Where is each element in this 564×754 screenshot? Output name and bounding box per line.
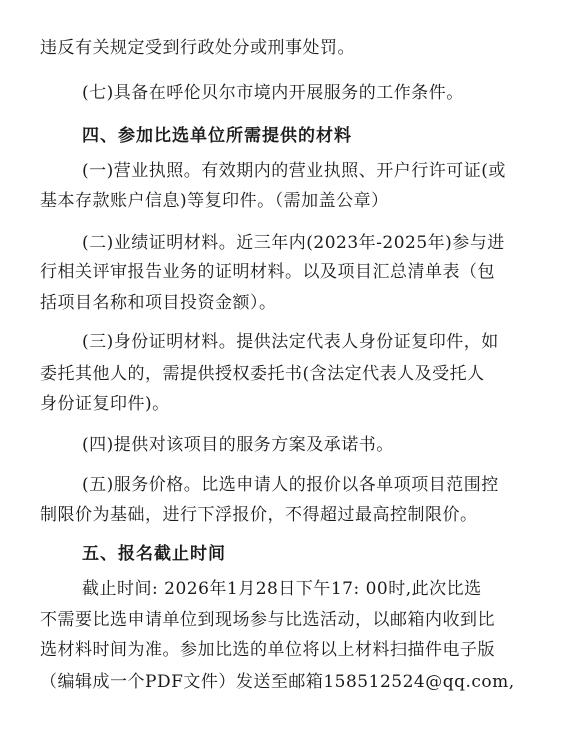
- text-line-4: (一)营业执照。有效期内的营业执照、开户行许可证(或: [82, 161, 506, 181]
- text-line-17: 不需要比选申请单位到现场参与比选活动，以邮箱内收到比: [40, 610, 495, 630]
- text-line-2: (七)具备在呼伦贝尔市境内开展服务的工作条件。: [82, 83, 464, 103]
- text-line-8: 括项目名称和项目投资金额）。: [40, 293, 277, 313]
- text-line-7: 行相关评审报告业务的证明材料。以及项目汇总清单表（包: [40, 262, 495, 282]
- text-line-13: (五)服务价格。比选申请人的报价以各单项项目范围控: [82, 475, 499, 495]
- text-line-19: （编辑成一个PDF文件）发送至邮箱158512524@qq.com,: [40, 672, 515, 692]
- section-heading-4: 四、参加比选单位所需提供的材料: [82, 126, 352, 146]
- text-line-9: (三)身份证明材料。提供法定代表人身份证复印件，如: [82, 332, 499, 352]
- text-line-1: 违反有关规定受到行政处分或刑事处罚。: [40, 38, 355, 58]
- text-line-11: 身份证复印件)。: [40, 394, 170, 414]
- text-line-18: 选材料时间为准。参加比选的单位将以上材料扫描件电子版: [40, 640, 495, 660]
- text-line-10: 委托其他人的，需提供授权委托书(含法定代表人及受托人: [40, 364, 485, 384]
- section-heading-5: 五、报名截止时间: [82, 544, 226, 564]
- text-line-6: (二)业绩证明材料。近三年内(2023年-2025年)参与进: [82, 233, 505, 253]
- text-line-12: (四)提供对该项目的服务方案及承诺书。: [82, 435, 394, 455]
- text-line-5: 基本存款账户信息)等复印件。（需加盖公章）: [40, 191, 389, 211]
- text-line-14: 制限价为基础，进行下浮报价，不得超过最高控制限价。: [40, 505, 478, 525]
- text-line-16: 截止时间: 2026年1月28日下午17: 00时,此次比选: [82, 579, 482, 599]
